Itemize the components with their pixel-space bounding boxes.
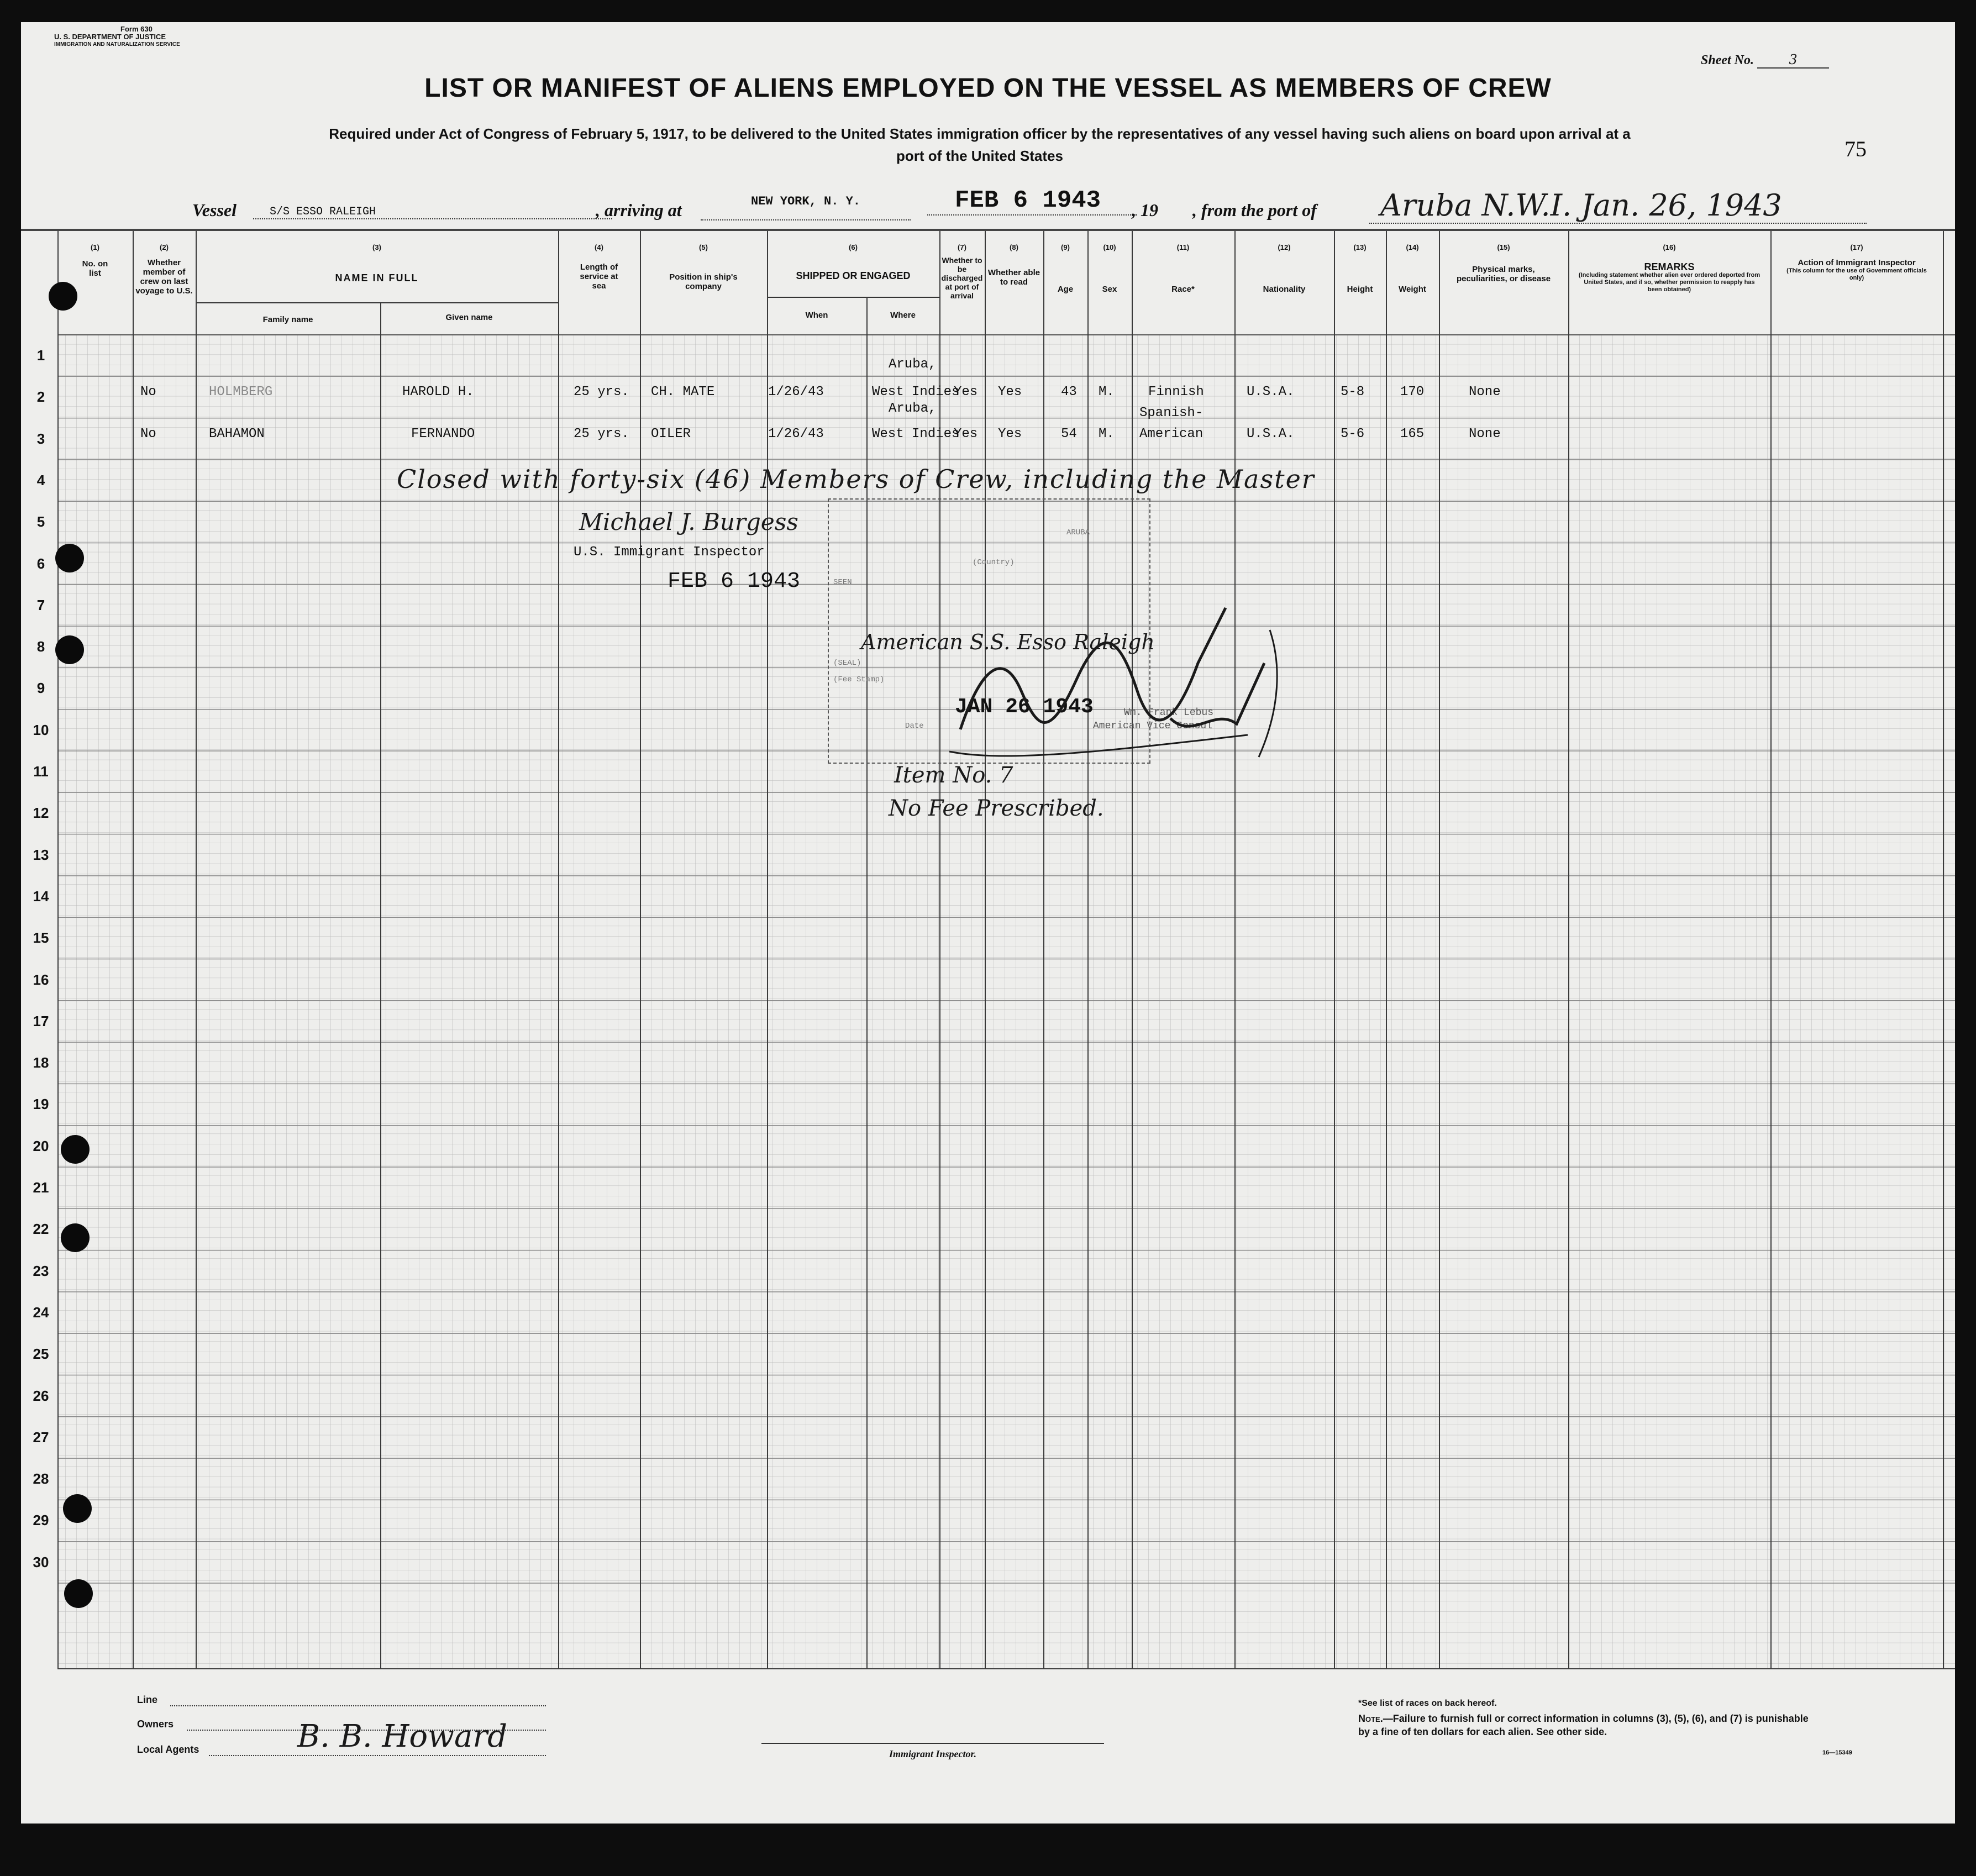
row-number: 26 <box>33 1387 49 1404</box>
col-divider <box>767 231 768 1669</box>
consular-date-stamp: JAN 26 1943 <box>955 695 1094 719</box>
col-label: Sex <box>1102 285 1117 294</box>
binder-hole <box>49 282 77 311</box>
col-divider <box>1334 231 1335 1669</box>
col-label: Whether to be discharged at port of arrival <box>941 256 983 300</box>
cell-position: CH. MATE <box>651 385 715 400</box>
col-number: (9) <box>1061 243 1070 251</box>
cell-service: 25 yrs. <box>574 385 629 400</box>
col-divider <box>1770 231 1772 1669</box>
col-header-sex <box>1087 243 1132 294</box>
row-number: 1 <box>36 347 45 364</box>
cell-nationality: U.S.A. <box>1247 427 1295 442</box>
col-label: Race* <box>1171 285 1195 294</box>
cell-family-name: HOLMBERG <box>209 385 273 400</box>
col-number: (11) <box>1176 243 1190 251</box>
col-header-position <box>640 243 767 291</box>
binder-hole <box>63 1494 92 1523</box>
cell-position: OILER <box>651 427 691 442</box>
cell-discharged: Yes <box>954 385 978 400</box>
col-number: (7) <box>958 243 966 251</box>
col-label: Physical marks, peculiarities, or disease <box>1456 265 1551 283</box>
col-header-service <box>558 243 640 291</box>
department-name: U. S. DEPARTMENT OF JUSTICE <box>54 33 166 41</box>
col-number: (10) <box>1103 243 1116 251</box>
row-number: 15 <box>33 929 49 947</box>
service-name: IMMIGRATION AND NATURALIZATION SERVICE <box>54 41 180 48</box>
footer-inspector-label: Immigrant Inspector. <box>889 1748 977 1759</box>
col-number: (5) <box>699 243 708 251</box>
year-label: , 19 <box>1132 200 1158 220</box>
footer-agents-field <box>209 1755 546 1756</box>
col-header-action <box>1770 243 1943 282</box>
consular-date-label: Date <box>905 722 924 731</box>
col-number: (17) <box>1850 243 1863 251</box>
col-header-shipped <box>767 243 939 281</box>
col-divider <box>1568 231 1569 1669</box>
col-number: (4) <box>595 243 603 251</box>
col-divider <box>380 303 381 1669</box>
consular-fee-stamp: (Fee Stamp) <box>833 675 885 684</box>
cell-sex: M. <box>1099 427 1115 442</box>
consul-signature <box>938 597 1292 785</box>
col-label: Height <box>1347 285 1373 294</box>
arrival-date-stamp: FEB 6 1943 <box>955 187 1101 214</box>
row-number: 5 <box>36 513 45 530</box>
col-label: NAME IN FULL <box>335 272 419 283</box>
col-divider <box>133 231 134 1669</box>
row-number: 9 <box>36 680 45 697</box>
col-divider <box>558 231 559 1669</box>
col-number: (8) <box>1010 243 1018 251</box>
col-header-age <box>1043 243 1087 294</box>
cell-race: Finnish <box>1148 385 1204 400</box>
col-header-race <box>1132 243 1234 294</box>
consular-seal: (SEAL) <box>833 659 861 668</box>
col-divider <box>196 231 197 1669</box>
col-number: (3) <box>372 243 381 251</box>
footer-note <box>1358 1712 1811 1738</box>
row-number: 7 <box>36 596 45 613</box>
cell-marks: None <box>1469 427 1501 442</box>
inspector-sign-line <box>761 1743 1104 1744</box>
col-divider <box>57 231 59 1669</box>
cell-when: 1/26/43 <box>768 427 824 442</box>
consular-seen: SEEN <box>833 578 852 587</box>
col-number: (2) <box>160 243 169 251</box>
binder-hole <box>55 635 84 664</box>
col-label: REMARKS <box>1644 261 1695 272</box>
agents-signature: B. B. Howard <box>297 1719 507 1754</box>
col-sub-when: When <box>805 311 828 320</box>
item-note: Item No. 7 <box>894 763 1013 788</box>
sheet-number-value: 3 <box>1757 52 1829 69</box>
cell-where-2: West Indies <box>872 427 960 442</box>
row-number: 16 <box>33 971 49 988</box>
col-divider <box>939 231 940 1669</box>
row-number: 30 <box>33 1553 49 1570</box>
col-number: (12) <box>1278 243 1291 251</box>
inspector-title: U.S. Immigrant Inspector <box>574 545 765 560</box>
row-number: 6 <box>36 555 45 572</box>
cell-weight: 170 <box>1400 385 1425 400</box>
col-sublabel: (This column for the use of Government officials only) <box>1786 267 1927 281</box>
subtitle-line-2: port of the United States <box>896 148 1063 164</box>
col-number: (1) <box>91 243 99 251</box>
col-sub-family: Family name <box>262 315 313 324</box>
footer-owners-label: Owners <box>137 1719 174 1730</box>
closing-note: Closed with forty-six (46) Members of Crew, including the Master <box>397 464 1315 494</box>
col-label: Nationality <box>1263 285 1306 294</box>
col-divider <box>1234 231 1236 1669</box>
col-header-nationality <box>1234 243 1334 294</box>
page-title: LIST OR MANIFEST OF ALIENS EMPLOYED ON THE VESSEL AS MEMBERS OF CREW <box>424 73 1552 103</box>
row-number: 29 <box>33 1512 49 1529</box>
col-header-remarks <box>1568 243 1770 293</box>
consul-name: Wm. Frank Lebus <box>1124 707 1214 718</box>
cell-when: 1/26/43 <box>768 385 824 400</box>
binder-hole <box>64 1579 93 1608</box>
row-number: 20 <box>33 1137 49 1154</box>
col-divider <box>1386 231 1387 1669</box>
inspector-date-stamp: FEB 6 1943 <box>668 569 801 594</box>
row-number: 11 <box>33 763 49 780</box>
col-label: Action of Immigrant Inspector <box>1798 258 1916 267</box>
col-sub-where: Where <box>890 311 916 320</box>
cell-race: Spanish- <box>1139 406 1204 421</box>
col-label: SHIPPED OR ENGAGED <box>796 270 911 281</box>
manifest-sheet <box>21 22 1955 1824</box>
col-sub-given: Given name <box>445 313 493 322</box>
cell-discharged: Yes <box>954 427 978 442</box>
col-header-marks <box>1439 243 1568 283</box>
page-number: 75 <box>1844 136 1867 161</box>
col-sublabel: (Including statement whether alien ever ordered deported from United States, and if so, whether permission to reapply has been obtained) <box>1578 272 1760 293</box>
cell-race-cont: American <box>1139 427 1204 442</box>
col-divider <box>1043 231 1044 1669</box>
note-text: —Failure to furnish full or correct information in columns (3), (5), (6), and (7) is punishable by a fine of ten dollars for each alien. See other side. <box>1358 1713 1809 1737</box>
row-number: 8 <box>36 638 45 655</box>
row-number: 19 <box>33 1096 49 1113</box>
col-number: (15) <box>1497 243 1510 251</box>
print-code: 16—15349 <box>1822 1749 1852 1756</box>
row-number: 14 <box>33 887 49 905</box>
inspector-signature: Michael J. Burgess <box>579 508 798 535</box>
cell-weight: 165 <box>1400 427 1425 442</box>
cell-height: 5-8 <box>1341 385 1365 400</box>
col-divider <box>1943 231 1944 1669</box>
sheet-label: Sheet No. <box>1701 53 1754 67</box>
col-header-height <box>1334 243 1386 294</box>
binder-hole <box>61 1135 90 1164</box>
row-number: 22 <box>33 1221 49 1238</box>
cell-given-name: HAROLD H. <box>402 385 474 400</box>
col-header-name <box>196 243 558 283</box>
cell-nationality: U.S.A. <box>1247 385 1295 400</box>
fee-note: No Fee Prescribed. <box>889 796 1104 821</box>
cell-family-name: BAHAMON <box>209 427 265 442</box>
cell-marks: None <box>1469 385 1501 400</box>
col-number: (13) <box>1353 243 1367 251</box>
consular-country: (Country) <box>973 558 1015 567</box>
cell-age: 54 <box>1061 427 1077 442</box>
cell-read: Yes <box>998 427 1022 442</box>
row-number: 23 <box>33 1262 49 1279</box>
cell-where-1: Aruba, <box>889 401 937 416</box>
cell-last-voyage: No <box>140 427 156 442</box>
row-number: 10 <box>33 721 49 738</box>
port-label: , from the port of <box>1192 200 1317 220</box>
row-number: 18 <box>33 1054 49 1071</box>
col-header-read <box>985 243 1043 287</box>
col-label: Whether able to read <box>987 268 1040 287</box>
arriving-label: , arriving at <box>596 200 682 220</box>
row-number: 27 <box>33 1428 49 1446</box>
races-note: *See list of races on back hereof. <box>1358 1699 1497 1708</box>
binder-hole <box>61 1223 90 1252</box>
row-number: 17 <box>33 1012 49 1029</box>
col-divider <box>1087 231 1089 1669</box>
footer-line-field <box>170 1705 546 1706</box>
cell-where-2: West Indies <box>872 385 960 400</box>
row-number: 25 <box>33 1346 49 1363</box>
col-label: Weight <box>1399 285 1426 294</box>
form-number: Form 630 <box>120 25 153 33</box>
cell-where-1: Aruba, <box>889 357 937 372</box>
consular-vessel: American S.S. Esso Raleigh <box>861 630 1155 654</box>
col-label: Age <box>1057 285 1074 294</box>
row-number: 2 <box>36 388 45 406</box>
col-label: Whether member of crew on last voyage to U.S. <box>135 258 193 296</box>
arriving-value: NEW YORK, N. Y. <box>701 195 911 220</box>
vessel-label: Vessel <box>192 200 237 220</box>
col-header-no <box>57 243 133 278</box>
col-label: No. on list <box>82 259 108 278</box>
col-header-discharged <box>939 243 985 300</box>
col-header-weight <box>1386 243 1439 294</box>
row-number: 21 <box>33 1179 49 1196</box>
footer-agents-label: Local Agents <box>137 1744 199 1755</box>
cell-age: 43 <box>1061 385 1077 400</box>
cell-service: 25 yrs. <box>574 427 629 442</box>
row-number: 4 <box>36 471 45 488</box>
consular-place: ARUBA <box>1066 528 1090 537</box>
consul-title: American Vice Consul <box>1093 721 1213 732</box>
cell-read: Yes <box>998 385 1022 400</box>
col-divider <box>1439 231 1440 1669</box>
cell-height: 5-6 <box>1341 427 1365 442</box>
col-divider <box>640 231 641 1669</box>
binder-hole <box>55 544 84 572</box>
cell-given-name: FERNANDO <box>411 427 475 442</box>
col-label: Length of service at sea <box>580 262 618 291</box>
port-value: Aruba N.W.I. Jan. 26, 1943 <box>1369 188 1867 224</box>
col-number: (6) <box>849 243 858 251</box>
row-number: 3 <box>36 430 45 447</box>
row-number: 13 <box>33 846 49 863</box>
row-number: 28 <box>33 1470 49 1488</box>
subtitle-line-1: Required under Act of Congress of February 5, 1917, to be delivered to the United States immigration officer by the representatives of any vessel having such aliens on board upon arrival at a <box>329 125 1631 142</box>
row-number: 24 <box>33 1304 49 1321</box>
cell-last-voyage: No <box>140 385 156 400</box>
col-number: (16) <box>1663 243 1676 251</box>
col-divider <box>1132 231 1133 1669</box>
vessel-value: S/S ESSO RALEIGH <box>253 206 612 219</box>
footer-line-label: Line <box>137 1694 158 1705</box>
col-header-last-voyage <box>133 243 196 296</box>
col-number: (14) <box>1406 243 1419 251</box>
col-label: Position in ship's company <box>669 272 738 291</box>
col-divider <box>985 231 986 1669</box>
row-number: 12 <box>33 805 49 822</box>
note-label: Note. <box>1358 1713 1383 1724</box>
cell-sex: M. <box>1099 385 1115 400</box>
